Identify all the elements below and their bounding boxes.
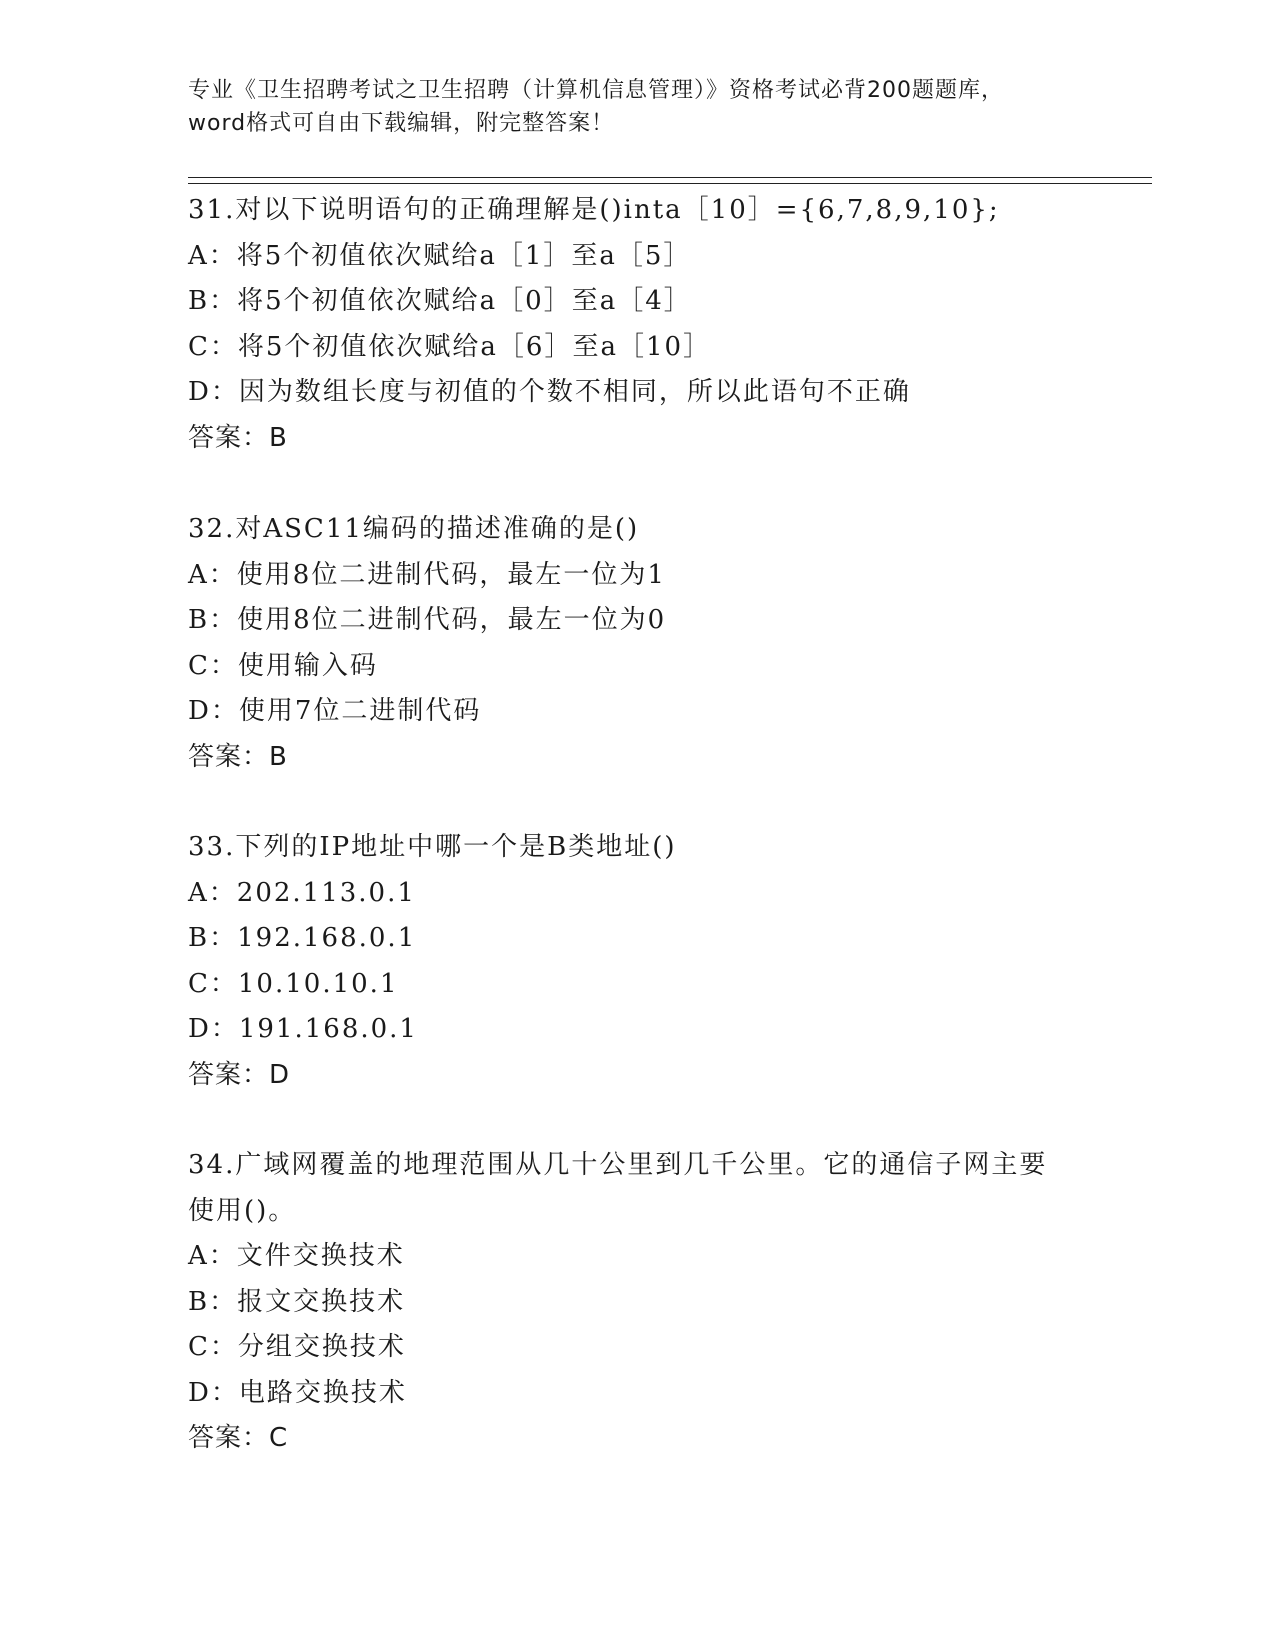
question-stem-line-1: 34.广域网覆盖的地理范围从几十公里到几千公里。它的通信子网主要	[188, 1150, 1048, 1180]
answer-label: 答案：B	[188, 741, 288, 772]
option-a: A：将5个初值依次赋给a［1］至a［5］	[188, 240, 692, 271]
answer-label: 答案：D	[188, 1059, 291, 1090]
option-d: D：191.168.0.1	[188, 1014, 418, 1044]
option-b: B：192.168.0.1	[188, 923, 417, 953]
option-d: D：因为数组长度与初值的个数不相同，所以此语句不正确	[188, 377, 911, 407]
answer-label: 答案：C	[188, 1423, 289, 1453]
option-c: C：10.10.10.1	[188, 968, 399, 999]
option-c: C：使用输入码	[188, 650, 378, 681]
question-block-32	[188, 507, 1148, 780]
document-header	[188, 74, 1088, 140]
header-title-line-1: 专业《卫生招聘考试之卫生招聘（计算机信息管理）》资格考试必背200题题库，	[188, 78, 1004, 103]
question-stem-line-2: 使用()。	[188, 1195, 297, 1226]
header-title-line-2: word格式可自由下载编辑，附完整答案！	[188, 111, 615, 136]
option-a: A：202.113.0.1	[188, 877, 416, 908]
option-c: C：将5个初值依次赋给a［6］至a［10］	[188, 331, 712, 362]
option-a: A：使用8位二进制代码，最左一位为1	[188, 559, 666, 590]
header-divider-bottom	[188, 183, 1152, 184]
answer-label: 答案：B	[188, 422, 288, 453]
option-b: B：将5个初值依次赋给a［0］至a［4］	[188, 286, 692, 316]
option-d: D：电路交换技术	[188, 1377, 407, 1408]
option-c: C：分组交换技术	[188, 1332, 406, 1362]
question-block-34	[188, 1143, 1148, 1462]
question-block-33	[188, 825, 1148, 1098]
header-divider-top	[188, 177, 1152, 178]
option-a: A：文件交换技术	[188, 1241, 405, 1271]
option-b: B：使用8位二进制代码，最左一位为0	[188, 605, 667, 635]
option-b: B：报文交换技术	[188, 1286, 406, 1317]
option-d: D：使用7位二进制代码	[188, 696, 482, 726]
question-stem: 33.下列的IP地址中哪一个是B类地址()	[188, 832, 677, 862]
question-stem: 31.对以下说明语句的正确理解是()inta［10］={6,7,8,9,10};	[188, 195, 1000, 225]
question-block-31	[188, 188, 1148, 461]
question-stem: 32.对ASC11编码的描述准确的是()	[188, 514, 640, 544]
